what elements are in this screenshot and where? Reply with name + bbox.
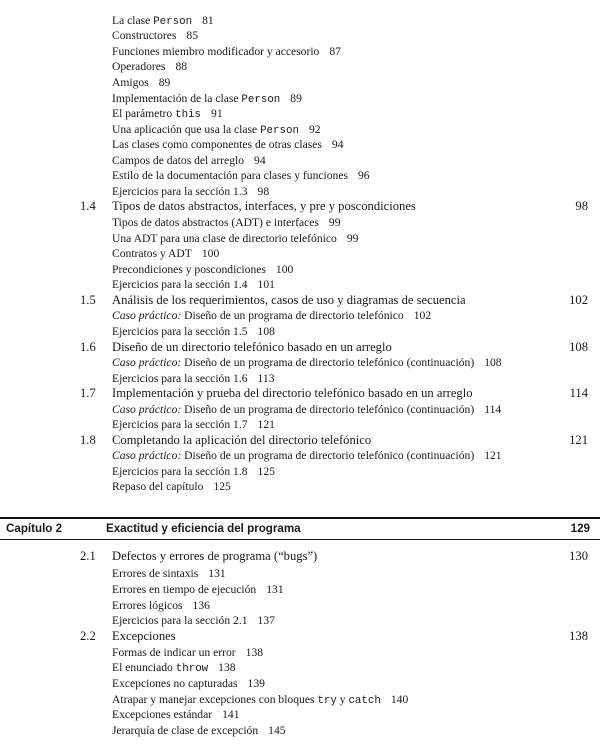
entry-title: [112, 598, 210, 613]
entry-page: 141: [222, 708, 240, 721]
toc-entry: [0, 13, 600, 28]
entry-page: 89: [158, 76, 171, 89]
entry-title: [112, 402, 501, 417]
entry-page: 99: [346, 232, 359, 245]
toc-entry: [0, 582, 600, 597]
section-title: Excepciones: [112, 629, 176, 643]
entry-title: [112, 308, 431, 323]
toc-entry: [0, 371, 600, 386]
entry-page: 81: [202, 14, 214, 27]
entry-page: 125: [213, 480, 231, 493]
toc-entry: [0, 308, 600, 323]
toc-entry: [0, 355, 600, 370]
toc-section: [0, 293, 600, 308]
section-number: 1.8: [80, 433, 96, 447]
toc-entry: [0, 417, 600, 432]
toc-entry: [0, 660, 600, 675]
entry-page: 145: [268, 724, 286, 737]
entry-text: Funciones miembro modificador y accesorio: [112, 45, 320, 58]
toc-section: [0, 340, 600, 355]
toc-entry: [0, 479, 600, 494]
toc-entry: [0, 215, 600, 230]
entry-page: 138: [245, 646, 264, 659]
entry-text: Implementación de la clase: [112, 92, 242, 105]
entry-page: 91: [211, 107, 223, 120]
toc-section: [0, 433, 600, 448]
section-title: Completando la aplicación del directorio telefónico: [112, 433, 372, 447]
entry-text: La clase: [112, 14, 154, 27]
entry-page: 139: [247, 677, 265, 690]
entry-page: 131: [266, 583, 284, 596]
entry-page: 131: [208, 567, 226, 580]
entry-text: Errores en tiempo de ejecución: [112, 583, 257, 596]
entry-title: [112, 246, 219, 261]
toc-entry: [0, 566, 600, 581]
entry-title: [112, 582, 284, 597]
entry-title: [112, 355, 502, 370]
toc-entry: [0, 707, 600, 722]
entry-text: Una aplicación que usa la clase: [112, 123, 261, 136]
entry-text: Ejercicios para la sección 1.8: [112, 465, 248, 478]
toc-entry: [0, 723, 600, 738]
section-title: Implementación y prueba del directorio telefónico basado en un arreglo: [112, 386, 473, 400]
entry-title: [112, 231, 358, 246]
entry-page: 92: [308, 123, 321, 136]
entry-page: 108: [257, 325, 275, 338]
entry-page: 137: [257, 614, 275, 627]
entry-text: Ejercicios para la sección 1.3: [112, 185, 248, 198]
entry-text: Formas de indicar un error: [112, 646, 236, 659]
entry-page: 96: [357, 169, 370, 182]
entry-page: 87: [329, 45, 341, 58]
entry-title: [112, 168, 370, 183]
entry-page: 100: [201, 247, 220, 260]
entry-page: 108: [484, 356, 502, 369]
entry-text: Repaso del capítulo: [112, 480, 204, 493]
entry-text: Diseño de un programa de directorio telefónico (continuación): [181, 403, 475, 416]
toc-entry: [0, 324, 600, 339]
entry-title: [112, 660, 236, 677]
toc-entry: [0, 246, 600, 261]
toc-entry: [0, 262, 600, 277]
entry-page: 121: [257, 418, 275, 431]
entry-title: [112, 371, 275, 386]
toc-entry: [0, 106, 600, 121]
chapter-heading: [0, 517, 600, 540]
entry-text: Atrapar y manejar excepciones con bloques: [112, 693, 318, 706]
toc-entry: [0, 613, 600, 628]
section-number: 1.6: [80, 340, 96, 354]
entry-page: 114: [484, 403, 502, 416]
entry-text: Campos de datos del arreglo: [112, 154, 245, 167]
toc-entry: [0, 402, 600, 417]
entry-page: 88: [175, 60, 188, 73]
toc-entry: [0, 122, 600, 137]
entry-title: [112, 153, 266, 168]
entry-page: 136: [192, 599, 210, 612]
entry-text: Ejercicios para la sección 1.6: [112, 372, 248, 385]
entry-text: Errores de sintaxis: [112, 567, 199, 580]
entry-page: 140: [390, 693, 409, 706]
entry-page: 138: [218, 661, 236, 674]
section-title: Tipos de datos abstractos, interfaces, y pre y poscondiciones: [112, 199, 416, 213]
toc-entry: [0, 448, 600, 463]
section-page: 138: [569, 629, 588, 643]
entry-text: Estilo de la documentación para clases y funciones: [112, 169, 348, 182]
chapter-page: 129: [570, 522, 590, 535]
case-label: Caso práctico:: [112, 449, 182, 462]
entry-title: [112, 479, 231, 494]
entry-title: [112, 28, 198, 43]
entry-page: 99: [328, 216, 341, 229]
entry-text: El enunciado: [112, 661, 176, 674]
entry-title: [112, 59, 187, 74]
section-number: 2.1: [80, 549, 96, 563]
entry-text: Diseño de un programa de directorio telefónico: [181, 309, 404, 322]
entry-title: [112, 324, 275, 339]
entry-text: Las clases como componentes de otras clases: [112, 138, 322, 151]
entry-title: [112, 707, 240, 722]
entry-text: Tipos de datos abstractos (ADT) e interfaces: [112, 216, 319, 229]
section-page: 102: [569, 293, 588, 307]
entry-text: Precondiciones y poscondiciones: [112, 263, 266, 276]
case-label: Caso práctico:: [112, 356, 182, 369]
entry-page: 85: [186, 29, 198, 42]
toc-entry: [0, 676, 600, 691]
section-page: 121: [569, 433, 588, 447]
toc-entry: [0, 645, 600, 660]
entry-page: 89: [290, 92, 302, 105]
section-number: 1.5: [80, 293, 96, 307]
entry-text: y: [336, 693, 349, 706]
toc-entry: [0, 184, 600, 199]
entry-page: 113: [257, 372, 275, 385]
section-title: Diseño de un directorio telefónico basado en un arreglo: [112, 340, 392, 354]
section-number: 1.7: [80, 386, 96, 400]
section-title: Análisis de los requerimientos, casos de uso y diagramas de secuencia: [112, 293, 466, 307]
entry-title: [112, 277, 275, 292]
toc-entry: [0, 75, 600, 90]
case-label: Caso práctico:: [112, 309, 182, 322]
entry-title: [112, 184, 269, 199]
toc-entry: [0, 28, 600, 43]
chapter-label: Capítulo 2: [6, 522, 63, 535]
chapter-title: Exactitud y eficiencia del programa: [106, 522, 301, 535]
toc-entry: [0, 153, 600, 168]
code-keyword: Person: [241, 94, 281, 106]
entry-title: [112, 613, 275, 628]
toc-entry: [0, 231, 600, 246]
entry-text: Ejercicios para la sección 1.5: [112, 325, 248, 338]
section-page: 108: [569, 340, 588, 354]
entry-title: [112, 464, 275, 479]
entry-title: [112, 262, 293, 277]
entry-text: Diseño de un programa de directorio telefónico (continuación): [181, 449, 475, 462]
toc-section: [0, 549, 600, 564]
toc-entry: [0, 598, 600, 613]
entry-title: [112, 676, 265, 691]
entry-text: Operadores: [112, 60, 166, 73]
entry-title: [112, 106, 223, 123]
entry-page: 102: [413, 309, 432, 322]
section-page: 114: [569, 386, 588, 400]
entry-text: Ejercicios para la sección 1.7: [112, 418, 248, 431]
entry-title: [112, 44, 341, 59]
toc-section: [0, 386, 600, 401]
toc-entry: [0, 137, 600, 152]
entry-page: 98: [257, 185, 270, 198]
toc-section: [0, 199, 600, 214]
code-keyword: try: [317, 695, 337, 707]
toc-section: [0, 629, 600, 644]
entry-page: 121: [484, 449, 502, 462]
entry-text: Amigos: [112, 76, 149, 89]
entry-text: Ejercicios para la sección 2.1: [112, 614, 248, 627]
toc-entry: [0, 277, 600, 292]
entry-text: Jerarquía de clase de excepción: [112, 724, 259, 737]
entry-page: 94: [254, 154, 266, 167]
entry-title: [112, 566, 226, 581]
entry-text: Errores lógicos: [112, 599, 183, 612]
code-keyword: Person: [153, 16, 193, 28]
section-page: 98: [575, 199, 588, 213]
code-keyword: this: [175, 109, 202, 121]
section-number: 1.4: [80, 199, 96, 213]
entry-text: Excepciones estándar: [112, 708, 213, 721]
entry-title: [112, 723, 286, 738]
code-keyword: catch: [348, 695, 381, 707]
code-keyword: Person: [260, 125, 299, 137]
section-title: Defectos y errores de programa (“bugs”): [112, 549, 318, 563]
entry-text: Una ADT para una clase de directorio telefónico: [112, 232, 337, 245]
toc-entry: [0, 59, 600, 74]
entry-page: 94: [331, 138, 344, 151]
entry-text: Excepciones no capturadas: [112, 677, 238, 690]
toc-entry: [0, 692, 600, 707]
entry-title: [112, 137, 344, 152]
toc-entry: [0, 464, 600, 479]
entry-text: Constructores: [112, 29, 177, 42]
entry-title: [112, 75, 170, 90]
entry-text: Contratos y ADT: [112, 247, 192, 260]
entry-text: Ejercicios para la sección 1.4: [112, 278, 248, 291]
entry-page: 101: [257, 278, 275, 291]
section-number: 2.2: [80, 629, 96, 643]
toc-entry: [0, 91, 600, 106]
toc-entry: [0, 44, 600, 59]
entry-title: [112, 215, 341, 230]
entry-title: [112, 417, 275, 432]
entry-text: El parámetro: [112, 107, 176, 120]
case-label: Caso práctico:: [112, 403, 182, 416]
entry-page: 100: [275, 263, 294, 276]
code-keyword: throw: [175, 663, 209, 675]
entry-title: [112, 448, 502, 463]
entry-text: Diseño de un programa de directorio telefónico (continuación): [181, 356, 475, 369]
entry-title: [112, 645, 263, 660]
entry-page: 125: [257, 465, 275, 478]
toc-entry: [0, 168, 600, 183]
section-page: 130: [569, 549, 588, 563]
